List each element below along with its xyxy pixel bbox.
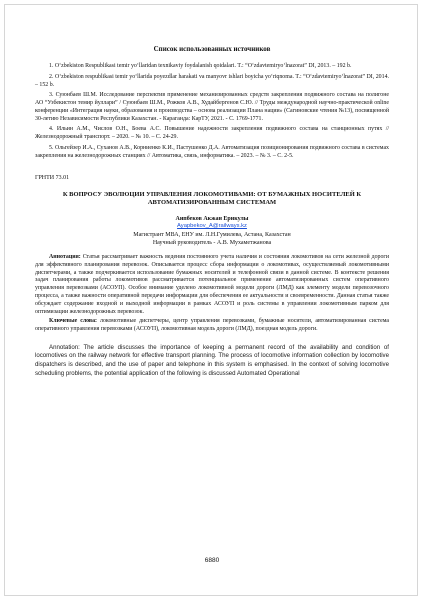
page-content [35,45,389,378]
reference-item: 4. Ильин А.М., Числов О.Н., Боева А.С. Повышение надежности закрепления подвижного состава на станционных путях // Железнодорожный транспорт. – 2020. – № 10. – С. 24-29. [35,126,389,141]
author-name: Аипбеков Акжан Ерикулы [175,216,249,223]
reference-item: 2. O‘zbekiston respublikasi temir yo‘llarida poyezdlar harakati va manyovr ishlari boyicha yo‘riqnoma. T.: “O‘zdavtemiryo‘lnazorat” DI, 2014. – 152 b. [35,73,389,88]
abstract-label: Аннотация: [49,254,81,261]
page-number: 6880 [204,557,220,564]
supervisor: Научный руководитель - А.В. Мухаметжанова [152,240,272,247]
reference-item: 5. Ольгейзер И.А., Суханов А.В., Корниенко К.И., Пастушенко Д.А. Автоматизация позиционирования подвижного состава в системах закрепления на железнодорожных станциях // Автоматика, связь, информатика. – 2023. – № 3. – С. 2-5. [35,145,389,159]
keywords-label: Ключевые слова: [49,318,98,325]
article-title: К ВОПРОСУ ЭВОЛЮЦИИ УПРАВЛЕНИЯ ЛОКОМОТИВАМИ: ОТ БУМАЖНЫХ НОСИТЕЛЕЙ К АВТОМАТИЗИРОВАННЫМ СИСТЕМАМ [62,190,362,207]
abstract-ru [35,254,389,316]
abstract-text: Статья рассматривает важность ведения постоянного учета наличия и состояния локомотивов на сети железной дороги для эффективного планирования перевозок. Описывается процесс сбора информации о локомотивах, осуществляемый локомотивными диспетчерами, а также подчеркивается использование бумажных носителей и телефонной связи в данной системе. В контексте решения задач планирования работы локомотивов рассматривается потенциальное применение автоматизированных систем оперативного управления перевозками (АСОУП). Особое внимание уделено локомотивной модели дороги (ЛМД) как элементу модели перевозочного процесса, а также важности оперативной передачи информации для обеспечения ее актуальности и своевременности. Данная статья также обсуждает содержание входной и выходной информации в рамках АСОУП и роль системы в управлении локомотивным парком для оптимизации железнодорожных перевозок. [35,254,389,315]
author-email-link[interactable]: Ayapbekov_A@railways.kz [177,223,247,230]
reference-item: 3. Суюнбаев Ш.М. Исследование перспектив применение механизированных средств закрепления подвижного состава на полигоне АО “Узбекистон темир йуллари” / Суюнбаев Ш.М., Рожков А.В., Худайбергенов С.Ю. // Труды международной научно-практической online конференции «Интеграция науки, образования и производства – основа реализации Плана нации» (Сагиновские чтения №13), посвященной 30-летию Независимости Республики Казахстан. - Караганда: КарТУ, 2021. - С. 1769-1771. [35,92,389,122]
grnti-code: ГРНТИ 73.01 [35,174,70,181]
document-page [4,4,418,596]
keywords [35,318,389,334]
keywords-text: локомотивные диспетчеры, центр управления перевозками, бумажные носители, автоматизированная система оперативного управления перевозками (АСОУП), локомотивная модель дороги (ЛМД), поездная модель дороги. [35,318,389,333]
references-title: Список использованных источников [153,45,271,53]
reference-item: 1. O‘zbekiston Respublikasi temir yo‘llaridan texnikaviy foydalanish qoidalari. T.: “O‘zdavtemiryo‘lnazorat” DI, 2013. – 192 b. [49,63,352,69]
abstract-en: Annotation: The article discusses the importance of keeping a permanent record of the availability and condition of locomotives on the railway network for effective transport planning. The process of locomotive information collection by locomotive dispatchers is described, and the use of paper and telephone in this system is emphasised. In the context of solving locomotive scheduling problems, the potential application of the following is discussed Automated Operational [35,343,389,377]
author-affiliation: Магистрант МВА, ЕНУ им. Л.Н.Гумилева, Астана, Казахстан [133,232,291,239]
